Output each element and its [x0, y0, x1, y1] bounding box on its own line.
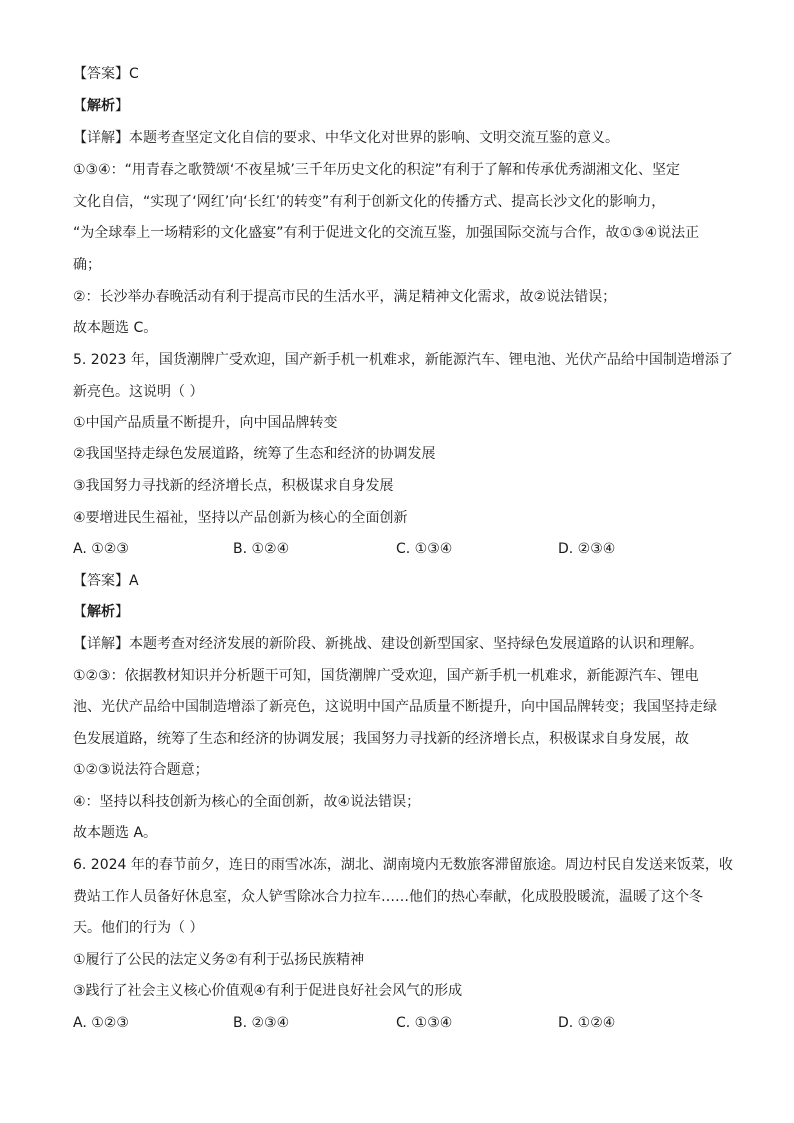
analysis-label	[73, 96, 723, 116]
analysis-label	[73, 602, 723, 622]
analysis-text: 解析	[87, 604, 115, 620]
explanation-line: “为全球奉上一场精彩的文化盛宴”有利于促进文化的交流互鉴，加强国际交流与合作，故①③④说法正	[73, 225, 700, 241]
statement: ①中国产品质量不断提升，向中国品牌转变	[73, 415, 338, 431]
detail-line: 【详解】本题考查对经济发展的新阶段、新挑战、建设创新型国家、坚持绿色发展道路的认识和理解。	[73, 636, 703, 652]
option-d: D. ①②④	[558, 1015, 616, 1031]
option-c: C. ①③④	[396, 1015, 453, 1031]
explanation-line: 色发展道路，统筹了生态和经济的协调发展；我国努力寻找新的经济增长点，积极谋求自身发展，故	[73, 731, 689, 747]
explanation-line: 文化自信，“实现了‘网红’向‘长红’的转变”有利于创新文化的传播方式、提高长沙文化的影响力，	[73, 194, 666, 210]
explanation-line: ②：长沙举办春晚活动有利于提高市民的生活水平，满足精神文化需求，故②说法错误；	[73, 289, 617, 305]
explanation-line: 池、光伏产品给中国制造增添了新亮色，这说明中国产品质量不断提升，向中国品牌转变；我国坚持走绿	[73, 699, 717, 715]
question-stem: 费站工作人员备好休息室，众人铲雪除冰合力拉车……他们的热心奉献，化成股股暖流，温暖了这个冬	[73, 889, 703, 905]
question-stem: 5. 2023 年，国货潮牌广受欢迎，国产新手机一机难求，新能源汽车、锂电池、光伏产品给中国制造增添了	[73, 352, 733, 368]
explanation-line: ①②③：依据教材知识并分析题干可知，国货潮牌广受欢迎，国产新手机一机难求，新能源汽车、锂电	[73, 668, 699, 684]
statement: ④要增进民生福祉，坚持以产品创新为核心的全面创新	[73, 510, 408, 526]
statement: ①履行了公民的法定义务②有利于弘扬民族精神	[73, 952, 365, 968]
option-c: C. ①③④	[396, 541, 453, 557]
conclusion-line: 故本题选 A。	[73, 825, 158, 841]
option-a: A. ①②③	[73, 1015, 129, 1031]
statement: ③我国努力寻找新的经济增长点，积极谋求自身发展	[73, 478, 394, 494]
option-b: B. ②③④	[233, 1015, 290, 1031]
analysis-text: 解析	[87, 98, 115, 114]
analysis-bracket-close: 】	[115, 604, 129, 620]
option-d: D. ②③④	[558, 541, 616, 557]
answer-label: 【答案】C	[73, 66, 139, 82]
analysis-bracket-open: 【	[73, 604, 87, 620]
option-a: A. ①②③	[73, 541, 129, 557]
explanation-line: 确；	[73, 257, 101, 273]
answer-label: 【答案】A	[73, 573, 139, 589]
question-stem: 6. 2024 年的春节前夕，连日的雨雪冰冻，湖北、湖南境内无数旅客滞留旅途。周边村民自发送来饭菜，收	[73, 857, 733, 873]
statement: ②我国坚持走绿色发展道路，统筹了生态和经济的协调发展	[73, 446, 436, 462]
question-stem: 新亮色。这说明（ ）	[73, 384, 204, 400]
statement: ③践行了社会主义核心价值观④有利于促进良好社会风气的形成	[73, 983, 463, 999]
option-b: B. ①②④	[233, 541, 290, 557]
detail-line: 【详解】本题考查坚定文化自信的要求、中华文化对世界的影响、文明交流互鉴的意义。	[73, 130, 619, 146]
explanation-line: ①③④：“用青春之歌赞颂‘不夜星城’三千年历史文化的积淀”有利于了解和传承优秀湖湘文化、坚定	[73, 162, 681, 178]
explanation-line: ①②③说法符合题意；	[73, 762, 209, 778]
question-stem: 天。他们的行为（ ）	[73, 920, 204, 936]
analysis-bracket-open: 【	[73, 98, 87, 114]
analysis-bracket-close: 】	[115, 98, 129, 114]
conclusion-line: 故本题选 C。	[73, 320, 158, 336]
explanation-line: ④：坚持以科技创新为核心的全面创新，故④说法错误；	[73, 794, 421, 810]
